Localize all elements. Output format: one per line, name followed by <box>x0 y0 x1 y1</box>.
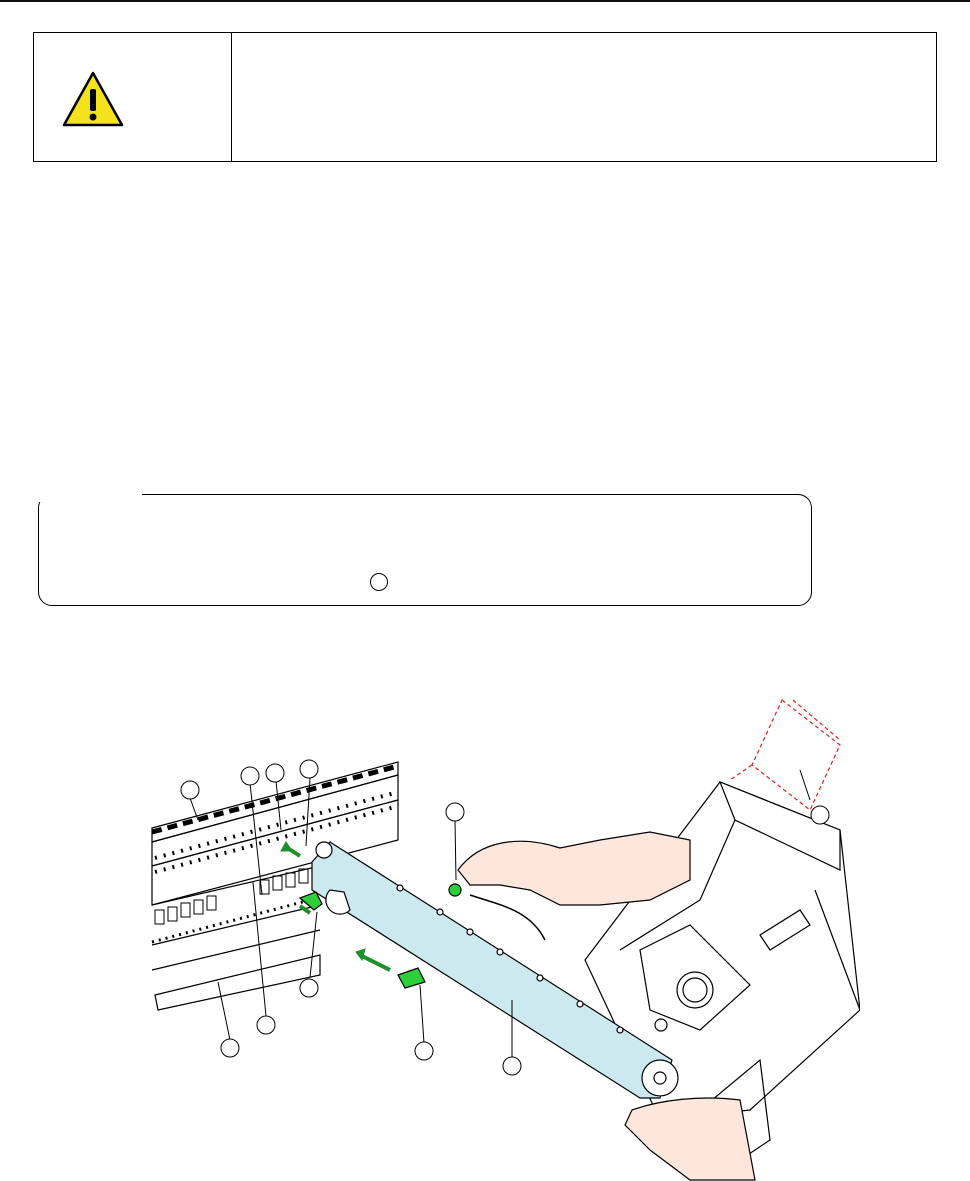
feeder-illustration <box>140 690 860 1181</box>
callout-6 <box>811 806 829 824</box>
callout-11 <box>503 1057 521 1075</box>
note-box <box>38 494 812 606</box>
callout-8 <box>257 1016 275 1034</box>
callout-9 <box>221 1039 239 1057</box>
callout-5 <box>446 803 464 821</box>
note-tab <box>38 484 142 502</box>
callout-1 <box>181 781 199 799</box>
warning-triangle-icon <box>61 69 125 129</box>
note-callout-marker <box>370 573 388 591</box>
caution-icon-cell <box>34 33 232 161</box>
callout-4 <box>300 760 318 778</box>
caution-text <box>232 33 936 161</box>
callout-2 <box>241 767 259 785</box>
caution-box <box>33 32 937 162</box>
callout-7 <box>300 979 318 997</box>
callout-10 <box>415 1042 433 1060</box>
header-rule <box>0 0 970 2</box>
callout-3 <box>266 764 284 782</box>
